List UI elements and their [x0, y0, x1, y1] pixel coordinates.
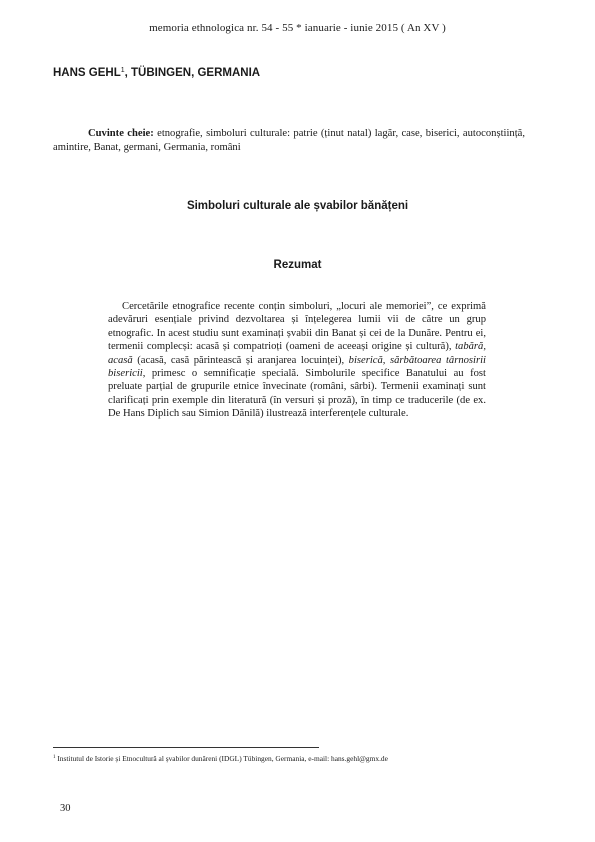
keywords-text: etnografie, simboluri culturale: patrie (ținut natal) lagăr, case, biserici, autoconștiință, amintire, Banat, germani, Germania, români: [53, 128, 525, 154]
abstract-italic-1: tabără, acasă: [108, 341, 486, 366]
footnote: [53, 753, 388, 764]
footnote-separator: [53, 747, 319, 748]
footnote-mark: 1: [53, 755, 56, 760]
page-number: 30: [60, 803, 71, 814]
author-affiliation: , TÜBINGEN, GERMANIA: [124, 67, 261, 79]
article-title: Simboluri culturale ale șvabilor bănățeni: [186, 200, 409, 212]
abstract-text-3: , primesc o semnificație specială. Simbolurile specifice Banatului au fost preluate parțial de grupurile etnice învecinate (români, sârbi). Termenii examinați sunt clarificați prin exemple din literatură (în versuri și proză), în timp ce traducerile (de ex. De Hans Diplich sau Simion Dănilă) ilustrează interferențele culturale.: [108, 368, 486, 420]
abstract-heading: Rezumat: [273, 259, 322, 271]
author-line: [53, 67, 260, 79]
abstract-italic-2: biserică, sărbătoarea târnosirii bisericii: [108, 354, 486, 380]
abstract-body: [108, 300, 486, 421]
keywords-paragraph: [53, 127, 525, 155]
abstract-text-1: Cercetările etnografice recente conțin simboluri, „locuri ale memoriei”, ce exprimă adevăruri esențiale privind dezvoltarea și înțelegerea lumii vii de către un grup etnografic. In acest studiu sunt examinați șvabii din Banat și cei de la Dunăre. Pentru ei, termenii complecși: acasă și compatrioți (oameni de aceeași origine și cultură),: [108, 301, 486, 353]
author-footnote-mark[interactable]: 1: [120, 67, 125, 74]
footnote-text: Institutul de Istorie și Etnocultură al șvabilor dunăreni (IDGL) Tübingen, Germania, e-mail: hans.gehl@gmx.de: [55, 754, 388, 763]
keywords-label: Cuvinte cheie:: [88, 128, 154, 139]
running-header: memoria ethnologica nr. 54 - 55 * ianuarie - iunie 2015 ( An XV ): [149, 22, 446, 34]
author-name: HANS GEHL: [53, 67, 121, 79]
abstract-text-2: (acasă, casă părintească și aranjarea locuinței),: [132, 354, 349, 366]
